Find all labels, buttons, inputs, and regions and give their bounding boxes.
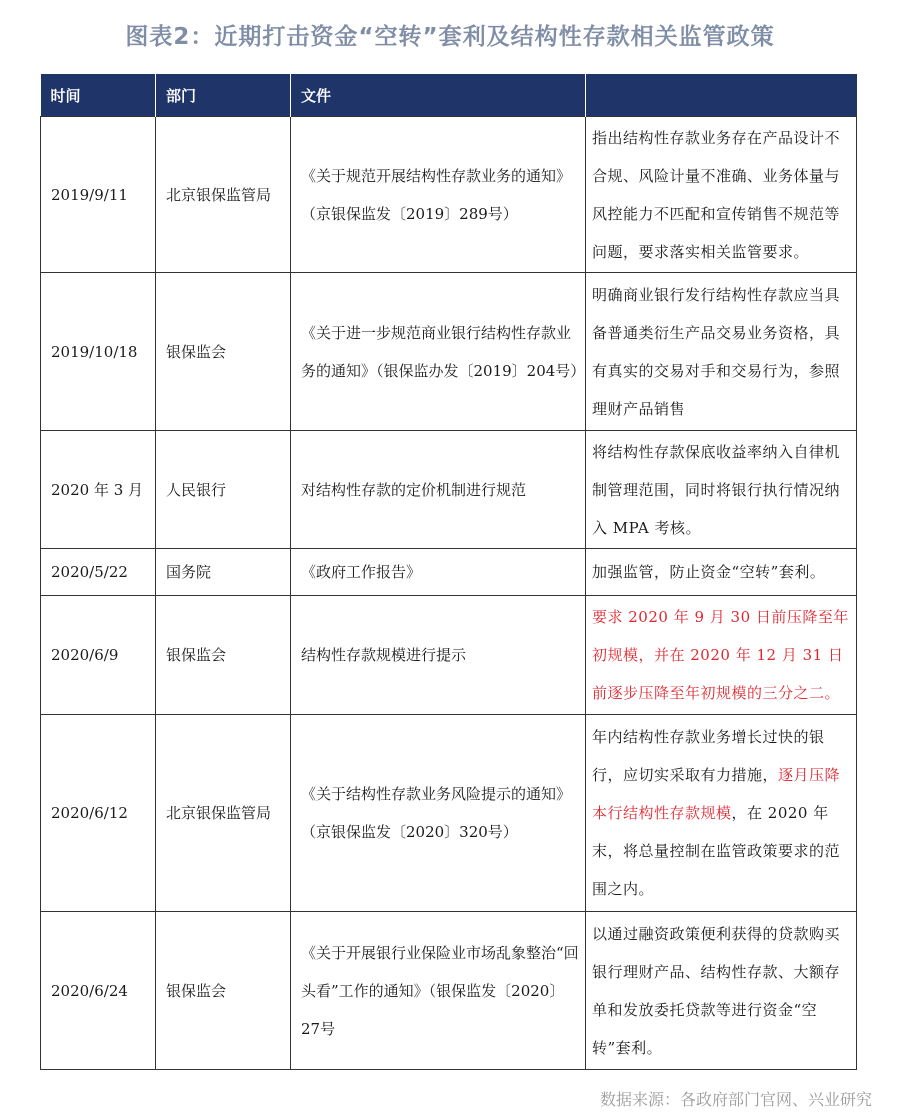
table-row: [41, 117, 857, 273]
content-segment: 年内结构性存款业务增长过快的银行，应切实采取有力措施，: [592, 728, 825, 784]
policy-table: [40, 74, 857, 1070]
cell-content: [586, 715, 857, 912]
source-note: 数据来源：各政府部门官网、兴业研究: [599, 1090, 872, 1109]
cell-department: 北京银保监管局: [156, 117, 291, 273]
cell-document: 结构性存款规模进行提示: [291, 596, 586, 715]
cell-department: 银保监会: [156, 273, 291, 431]
cell-content: [586, 549, 857, 596]
header-time: 时间: [41, 74, 156, 117]
table-row: [41, 549, 857, 596]
cell-department: 国务院: [156, 549, 291, 596]
cell-document: 《关于开展银行业保险业市场乱象整治“回头看”工作的通知》（银保监发〔2020〕27号: [291, 912, 586, 1070]
cell-document: 对结构性存款的定价机制进行规范: [291, 431, 586, 549]
cell-date: 2020/6/12: [41, 715, 156, 912]
cell-content: [586, 596, 857, 715]
cell-date: 2019/9/11: [41, 117, 156, 273]
content-segment: 明确商业银行发行结构性存款应当具备普通类衍生产品交易业务资格，具有真实的交易对手和交易行为，参照理财产品销售: [592, 285, 841, 418]
content-segment: 以通过融资政策便利获得的贷款购买银行理财产品、结构性存款、大额存单和发放委托贷款等进行资金“空转”套利。: [592, 924, 841, 1057]
content-segment: 加强监管，防止资金“空转”套利。: [592, 563, 826, 581]
header-document: 文件: [291, 74, 586, 117]
header-department: 部门: [156, 74, 291, 117]
content-segment: ，在 2020 年末，将总量控制在监管政策要求的范围之内。: [592, 804, 841, 898]
cell-department: 人民银行: [156, 431, 291, 549]
cell-document: 《关于结构性存款业务风险提示的通知》（京银保监发〔2020〕320号）: [291, 715, 586, 912]
cell-date: 2020/6/24: [41, 912, 156, 1070]
cell-date: 2019/10/18: [41, 273, 156, 431]
table-row: [41, 596, 857, 715]
content-segment: 指出结构性存款业务存在产品设计不合规、风险计量不准确、业务体量与风控能力不匹配和宣传销售不规范等问题，要求落实相关监管要求。: [592, 128, 841, 261]
cell-date: 2020/5/22: [41, 549, 156, 596]
content-segment: 将结构性存款保底收益率纳入自律机制管理范围，同时将银行执行情况纳入 MPA 考核。: [592, 442, 841, 537]
table-row: [41, 912, 857, 1070]
header-content: [586, 74, 857, 117]
content-segment-highlight: 逐月压降本行结构性存款规模: [592, 766, 841, 822]
cell-department: 银保监会: [156, 912, 291, 1070]
cell-content: [586, 273, 857, 431]
cell-date: 2020 年 3 月: [41, 431, 156, 549]
table-row: [41, 715, 857, 912]
cell-document: 《关于规范开展结构性存款业务的通知》（京银保监发〔2019〕289号）: [291, 117, 586, 273]
table-header-row: [41, 74, 857, 117]
cell-document: 《关于进一步规范商业银行结构性存款业务的通知》（银保监办发〔2019〕204号）: [291, 273, 586, 431]
cell-department: 银保监会: [156, 596, 291, 715]
figure-title: 图表2：近期打击资金“空转”套利及结构性存款相关监管政策: [125, 24, 775, 50]
content-segment-highlight: 要求 2020 年 9 月 30 日前压降至年初规模，并在 2020 年 12 月 31 日前逐步压降至年初规模的三分之二。: [592, 608, 849, 702]
table-row: [41, 431, 857, 549]
table-row: [41, 273, 857, 431]
cell-date: 2020/6/9: [41, 596, 156, 715]
cell-department: 北京银保监管局: [156, 715, 291, 912]
cell-content: [586, 912, 857, 1070]
cell-content: [586, 431, 857, 549]
cell-document: 《政府工作报告》: [291, 549, 586, 596]
cell-content: [586, 117, 857, 273]
